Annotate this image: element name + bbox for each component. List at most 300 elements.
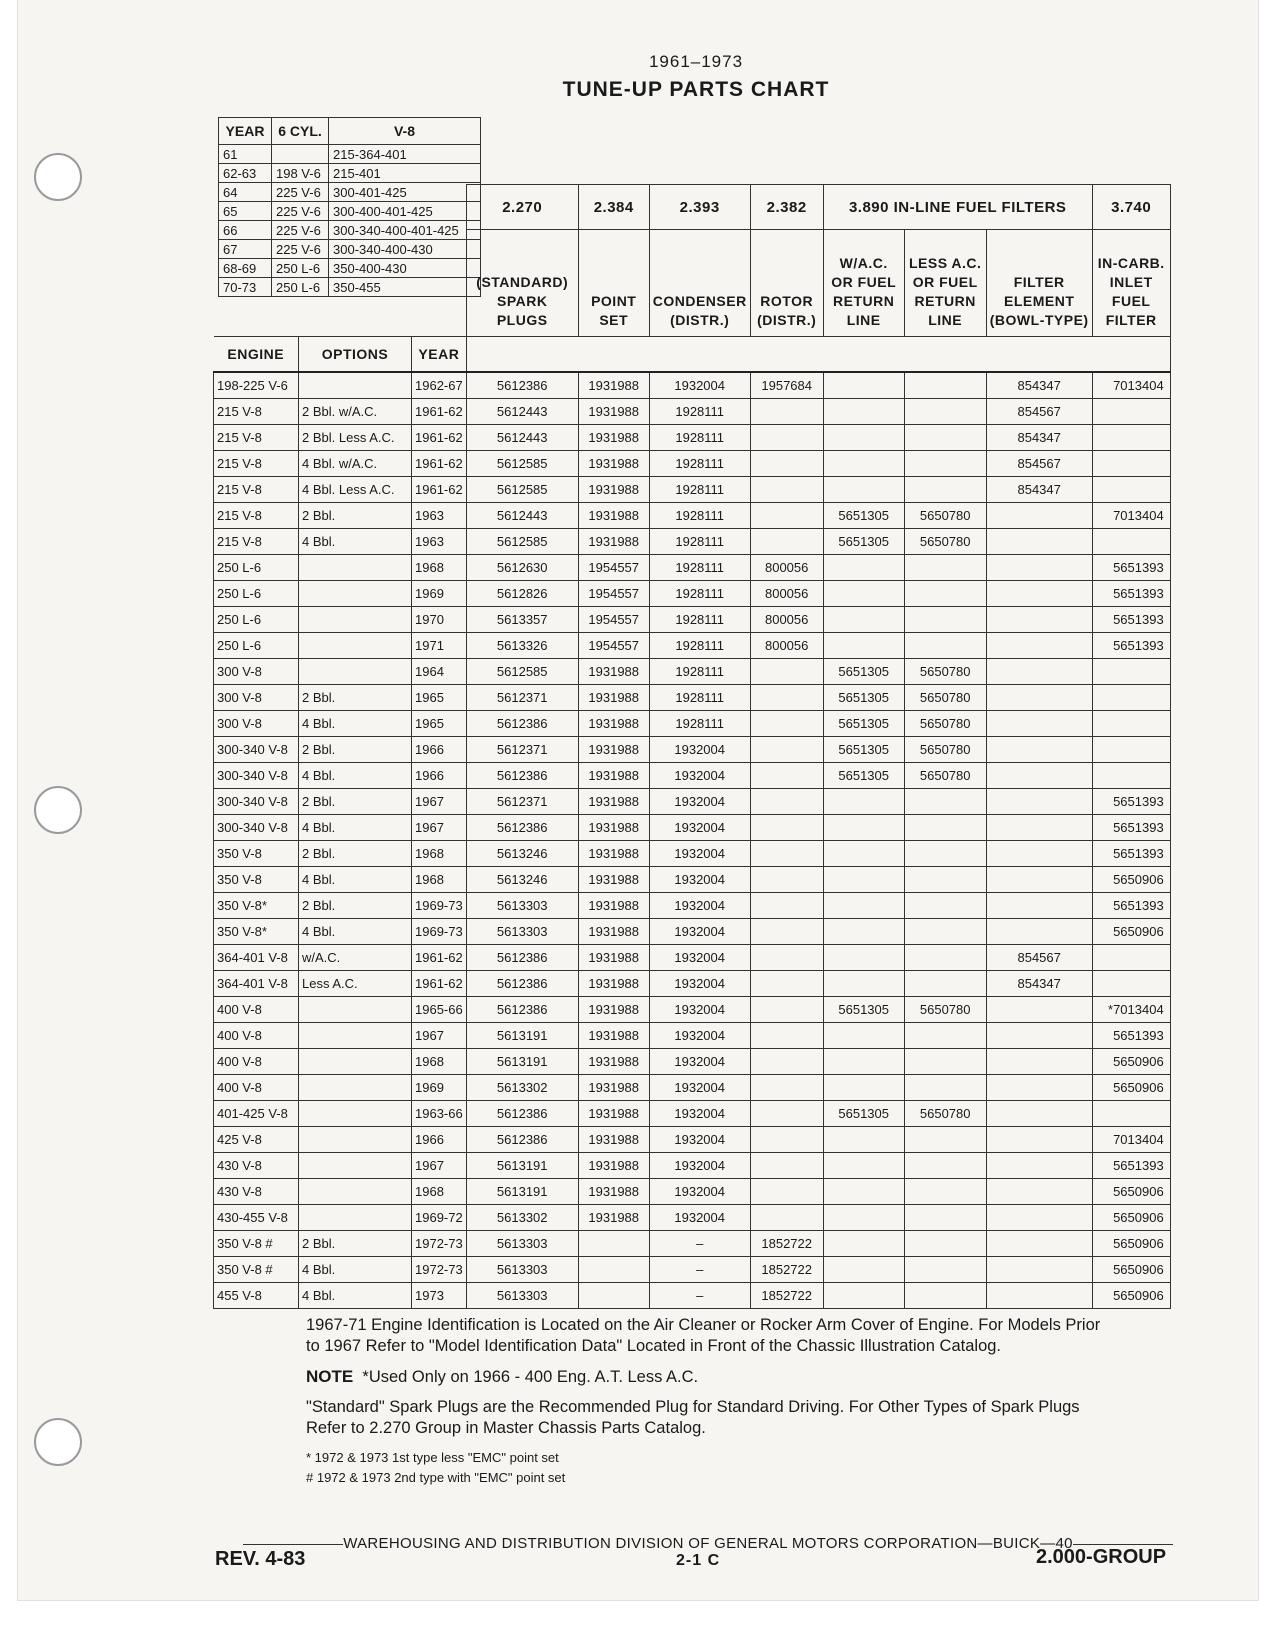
- cell-filter-wac: 5651305: [823, 659, 904, 685]
- tune-up-parts-table: [213, 184, 1171, 1309]
- cell-engine: 215 V-8: [214, 529, 299, 555]
- cell-options: [299, 1153, 412, 1179]
- cell-spark-plug: 5612630: [466, 555, 578, 581]
- cell-year: 1969: [412, 581, 467, 607]
- revision-label: REV. 4-83: [215, 1548, 306, 1570]
- cell-filter-element: [986, 737, 1092, 763]
- cell-engine: 215 V-8: [214, 503, 299, 529]
- cell-filter-less-ac: [904, 867, 986, 893]
- cell-point-set: 1931988: [578, 919, 649, 945]
- legend-6cyl: 225 V-6: [272, 240, 329, 259]
- cell-point-set: 1931988: [578, 1127, 649, 1153]
- cell-year: 1966: [412, 1127, 467, 1153]
- legend-header-6cyl: 6 CYL.: [272, 118, 329, 145]
- cell-spark-plug: 5612826: [466, 581, 578, 607]
- cell-condenser: 1932004: [649, 737, 750, 763]
- cell-engine: 350 V-8*: [214, 893, 299, 919]
- cell-year: 1963: [412, 529, 467, 555]
- cell-engine: 215 V-8: [214, 425, 299, 451]
- cell-condenser: 1932004: [649, 789, 750, 815]
- cell-year: 1973: [412, 1283, 467, 1309]
- cell-options: 2 Bbl.: [299, 1231, 412, 1257]
- legend-year: 68-69: [219, 259, 272, 278]
- cell-year: 1961-62: [412, 945, 467, 971]
- cell-filter-less-ac: 5650780: [904, 659, 986, 685]
- cell-carb-filter: 7013404: [1092, 1127, 1170, 1153]
- cell-options: [299, 1075, 412, 1101]
- cell-spark-plug: 5612585: [466, 477, 578, 503]
- legend-year: 67: [219, 240, 272, 259]
- cell-rotor: [750, 1075, 823, 1101]
- cell-condenser: 1932004: [649, 1205, 750, 1231]
- legend-year: 66: [219, 221, 272, 240]
- legend-v8: 300-340-400-401-425: [329, 221, 481, 240]
- cell-options: 2 Bbl.: [299, 685, 412, 711]
- cell-point-set: 1931988: [578, 1101, 649, 1127]
- cell-point-set: 1931988: [578, 789, 649, 815]
- cell-condenser: 1928111: [649, 685, 750, 711]
- header-engine: ENGINE: [214, 337, 299, 373]
- cell-condenser: 1928111: [649, 529, 750, 555]
- cell-filter-less-ac: [904, 1127, 986, 1153]
- cell-point-set: 1931988: [578, 711, 649, 737]
- cell-year: 1967: [412, 1023, 467, 1049]
- legend-year: 65: [219, 202, 272, 221]
- cell-point-set: 1931988: [578, 1023, 649, 1049]
- cell-filter-element: [986, 1023, 1092, 1049]
- cell-filter-less-ac: 5650780: [904, 763, 986, 789]
- cell-point-set: 1931988: [578, 737, 649, 763]
- table-row: [214, 893, 1171, 919]
- cell-filter-less-ac: 5650780: [904, 737, 986, 763]
- cell-year: 1969: [412, 1075, 467, 1101]
- cell-condenser: 1932004: [649, 1075, 750, 1101]
- binder-hole: [34, 153, 82, 201]
- cell-filter-wac: 5651305: [823, 1101, 904, 1127]
- legend-header-year: YEAR: [219, 118, 272, 145]
- cell-filter-element: [986, 789, 1092, 815]
- cell-filter-element: [986, 1231, 1092, 1257]
- cell-filter-less-ac: [904, 607, 986, 633]
- cell-filter-element: [986, 659, 1092, 685]
- cell-year: 1966: [412, 737, 467, 763]
- cell-engine: 250 L-6: [214, 581, 299, 607]
- cell-spark-plug: 5612585: [466, 659, 578, 685]
- cell-carb-filter: [1092, 711, 1170, 737]
- cell-options: [299, 1179, 412, 1205]
- legend-6cyl: 198 V-6: [272, 164, 329, 183]
- cell-spark-plug: 5613303: [466, 919, 578, 945]
- cell-engine: 350 V-8 #: [214, 1257, 299, 1283]
- cell-engine: 430-455 V-8: [214, 1205, 299, 1231]
- cell-filter-element: [986, 685, 1092, 711]
- table-row: [214, 607, 1171, 633]
- cell-rotor: [750, 529, 823, 555]
- cell-engine: 400 V-8: [214, 1075, 299, 1101]
- cell-rotor: [750, 789, 823, 815]
- cell-options: 2 Bbl.: [299, 503, 412, 529]
- cell-carb-filter: [1092, 529, 1170, 555]
- cell-spark-plug: 5613246: [466, 841, 578, 867]
- cell-carb-filter: 7013404: [1092, 372, 1170, 399]
- table-row: [214, 1257, 1171, 1283]
- cell-filter-wac: 5651305: [823, 763, 904, 789]
- cell-filter-element: 854347: [986, 477, 1092, 503]
- group-condenser: 2.393: [649, 185, 750, 230]
- cell-filter-less-ac: [904, 1049, 986, 1075]
- cell-filter-less-ac: [904, 425, 986, 451]
- cell-rotor: 800056: [750, 581, 823, 607]
- footnote-star: * 1972 & 1973 1st type less "EMC" point set: [306, 1450, 559, 1465]
- cell-spark-plug: 5612443: [466, 503, 578, 529]
- header-point-set: POINT SET: [578, 230, 649, 337]
- cell-rotor: 1957684: [750, 372, 823, 399]
- table-row: [214, 1023, 1171, 1049]
- cell-options: [299, 1049, 412, 1075]
- table-row: [214, 763, 1171, 789]
- page-number: 2-1 C: [676, 1552, 721, 1569]
- cell-options: 2 Bbl.: [299, 841, 412, 867]
- header-rotor: ROTOR (DISTR.): [750, 230, 823, 337]
- cell-year: 1969-73: [412, 893, 467, 919]
- cell-filter-wac: [823, 1179, 904, 1205]
- cell-year: 1961-62: [412, 399, 467, 425]
- cell-spark-plug: 5612386: [466, 711, 578, 737]
- binder-hole: [34, 786, 82, 834]
- cell-filter-element: [986, 867, 1092, 893]
- cell-filter-wac: [823, 1153, 904, 1179]
- cell-rotor: [750, 1153, 823, 1179]
- cell-rotor: 800056: [750, 633, 823, 659]
- cell-rotor: [750, 503, 823, 529]
- cell-filter-less-ac: [904, 1257, 986, 1283]
- cell-spark-plug: 5613326: [466, 633, 578, 659]
- cell-year: 1961-62: [412, 477, 467, 503]
- cell-rotor: [750, 1023, 823, 1049]
- cell-filter-element: [986, 1283, 1092, 1309]
- cell-options: [299, 555, 412, 581]
- header-options: OPTIONS: [299, 337, 412, 373]
- cell-filter-wac: [823, 555, 904, 581]
- cell-spark-plug: 5613191: [466, 1153, 578, 1179]
- cell-year: 1963-66: [412, 1101, 467, 1127]
- cell-spark-plug: 5612386: [466, 945, 578, 971]
- legend-6cyl: 250 L-6: [272, 278, 329, 297]
- table-row: [214, 1231, 1171, 1257]
- cell-point-set: 1931988: [578, 763, 649, 789]
- cell-options: [299, 1127, 412, 1153]
- cell-year: 1961-62: [412, 451, 467, 477]
- cell-condenser: 1932004: [649, 841, 750, 867]
- cell-condenser: 1932004: [649, 372, 750, 399]
- cell-filter-element: [986, 555, 1092, 581]
- cell-engine: 215 V-8: [214, 451, 299, 477]
- cell-condenser: –: [649, 1231, 750, 1257]
- cell-condenser: 1932004: [649, 1023, 750, 1049]
- cell-filter-wac: [823, 1075, 904, 1101]
- cell-spark-plug: 5612386: [466, 997, 578, 1023]
- cell-options: [299, 1205, 412, 1231]
- cell-condenser: 1932004: [649, 763, 750, 789]
- legend-year: 70-73: [219, 278, 272, 297]
- header-spark-plugs: (STANDARD) SPARK PLUGS: [466, 230, 578, 337]
- cell-point-set: 1954557: [578, 555, 649, 581]
- cell-point-set: 1954557: [578, 581, 649, 607]
- cell-filter-element: [986, 1075, 1092, 1101]
- group-spark-plugs: 2.270: [466, 185, 578, 230]
- cell-filter-element: [986, 919, 1092, 945]
- cell-filter-element: [986, 841, 1092, 867]
- cell-point-set: 1931988: [578, 945, 649, 971]
- cell-spark-plug: 5613303: [466, 893, 578, 919]
- table-row: [214, 581, 1171, 607]
- cell-condenser: 1928111: [649, 555, 750, 581]
- cell-filter-wac: 5651305: [823, 997, 904, 1023]
- cell-rotor: [750, 659, 823, 685]
- cell-engine: 250 L-6: [214, 607, 299, 633]
- cell-engine: 350 V-8: [214, 867, 299, 893]
- header-filter-element: FILTER ELEMENT (BOWL-TYPE): [986, 230, 1092, 337]
- cell-options: 2 Bbl.: [299, 789, 412, 815]
- cell-point-set: [578, 1231, 649, 1257]
- cell-spark-plug: 5612386: [466, 763, 578, 789]
- cell-filter-element: [986, 1257, 1092, 1283]
- cell-rotor: [750, 763, 823, 789]
- cell-year: 1972-73: [412, 1257, 467, 1283]
- binder-hole: [34, 1418, 82, 1466]
- table-row: [214, 372, 1171, 399]
- cell-carb-filter: 7013404: [1092, 503, 1170, 529]
- cell-year: 1967: [412, 789, 467, 815]
- cell-options: Less A.C.: [299, 971, 412, 997]
- cell-filter-less-ac: 5650780: [904, 685, 986, 711]
- cell-options: 4 Bbl.: [299, 867, 412, 893]
- cell-filter-less-ac: [904, 581, 986, 607]
- cell-filter-less-ac: [904, 893, 986, 919]
- cell-filter-element: [986, 1153, 1092, 1179]
- cell-carb-filter: 5650906: [1092, 919, 1170, 945]
- cell-point-set: 1931988: [578, 1179, 649, 1205]
- cell-point-set: 1931988: [578, 815, 649, 841]
- cell-engine: 250 L-6: [214, 555, 299, 581]
- cell-options: 4 Bbl.: [299, 1283, 412, 1309]
- cell-engine: 350 V-8 #: [214, 1231, 299, 1257]
- cell-rotor: [750, 685, 823, 711]
- cell-filter-wac: 5651305: [823, 737, 904, 763]
- cell-point-set: 1931988: [578, 971, 649, 997]
- cell-spark-plug: 5612371: [466, 737, 578, 763]
- cell-filter-wac: [823, 945, 904, 971]
- cell-filter-wac: [823, 893, 904, 919]
- cell-spark-plug: 5612386: [466, 1101, 578, 1127]
- cell-filter-wac: [823, 1023, 904, 1049]
- legend-v8: 300-340-400-430: [329, 240, 481, 259]
- cell-spark-plug: 5613302: [466, 1075, 578, 1101]
- cell-filter-less-ac: [904, 1179, 986, 1205]
- cell-condenser: 1932004: [649, 1179, 750, 1205]
- cell-filter-less-ac: [904, 1075, 986, 1101]
- cell-carb-filter: 5650906: [1092, 1179, 1170, 1205]
- legend-header-v8: V-8: [329, 118, 481, 145]
- cell-filter-less-ac: [904, 945, 986, 971]
- cell-point-set: 1931988: [578, 372, 649, 399]
- cell-filter-less-ac: [904, 841, 986, 867]
- cell-filter-wac: [823, 581, 904, 607]
- legend-v8: 215-401: [329, 164, 481, 183]
- cell-filter-element: [986, 711, 1092, 737]
- cell-rotor: [750, 971, 823, 997]
- cell-rotor: [750, 1179, 823, 1205]
- group-inline-fuel-filters: 3.890 IN-LINE FUEL FILTERS: [823, 185, 1092, 230]
- notes-section: [306, 1315, 1106, 1488]
- table-row: [214, 1153, 1171, 1179]
- footer-division-text: WAREHOUSING AND DISTRIBUTION DIVISION OF GENERAL MOTORS CORPORATION—BUICK—40: [343, 1535, 1073, 1552]
- legend-6cyl: 225 V-6: [272, 183, 329, 202]
- legend-v8: 215-364-401: [329, 145, 481, 164]
- cell-spark-plug: 5612386: [466, 815, 578, 841]
- cell-filter-less-ac: [904, 555, 986, 581]
- note-label: NOTE: [306, 1367, 354, 1386]
- cell-engine: 455 V-8: [214, 1283, 299, 1309]
- cell-spark-plug: 5612585: [466, 529, 578, 555]
- cell-carb-filter: [1092, 737, 1170, 763]
- cell-carb-filter: [1092, 451, 1170, 477]
- cell-filter-less-ac: 5650780: [904, 711, 986, 737]
- group-label: 2.000-GROUP: [1036, 1546, 1167, 1568]
- cell-filter-wac: [823, 1231, 904, 1257]
- cell-filter-element: [986, 763, 1092, 789]
- table-row: [214, 685, 1171, 711]
- cell-point-set: 1954557: [578, 607, 649, 633]
- cell-year: 1968: [412, 841, 467, 867]
- cell-year: 1967: [412, 1153, 467, 1179]
- cell-engine: 250 L-6: [214, 633, 299, 659]
- cell-options: 2 Bbl. Less A.C.: [299, 425, 412, 451]
- cell-condenser: 1932004: [649, 919, 750, 945]
- cell-carb-filter: 5651393: [1092, 893, 1170, 919]
- cell-engine: 350 V-8: [214, 841, 299, 867]
- cell-year: 1970: [412, 607, 467, 633]
- cell-options: [299, 1023, 412, 1049]
- legend-year: 64: [219, 183, 272, 202]
- cell-filter-wac: 5651305: [823, 685, 904, 711]
- cell-year: 1962-67: [412, 372, 467, 399]
- table-row: [214, 711, 1171, 737]
- header-wac-return: W/A.C. OR FUEL RETURN LINE: [823, 230, 904, 337]
- table-row: [214, 737, 1171, 763]
- cell-filter-less-ac: [904, 1205, 986, 1231]
- cell-point-set: 1931988: [578, 1205, 649, 1231]
- cell-filter-less-ac: [904, 971, 986, 997]
- cell-spark-plug: 5613191: [466, 1023, 578, 1049]
- cell-filter-wac: [823, 841, 904, 867]
- cell-rotor: [750, 1127, 823, 1153]
- cell-filter-wac: [823, 1257, 904, 1283]
- cell-filter-less-ac: [904, 372, 986, 399]
- cell-options: [299, 633, 412, 659]
- cell-filter-wac: [823, 1127, 904, 1153]
- page-title: TUNE-UP PARTS CHART: [562, 78, 830, 101]
- cell-rotor: [750, 945, 823, 971]
- cell-carb-filter: 5651393: [1092, 789, 1170, 815]
- cell-year: 1966: [412, 763, 467, 789]
- cell-filter-element: [986, 581, 1092, 607]
- cell-options: 4 Bbl.: [299, 919, 412, 945]
- cell-spark-plug: 5613357: [466, 607, 578, 633]
- cell-point-set: 1931988: [578, 997, 649, 1023]
- cell-condenser: 1928111: [649, 659, 750, 685]
- cell-engine: 300-340 V-8: [214, 815, 299, 841]
- group-point-set: 2.384: [578, 185, 649, 230]
- cell-options: 4 Bbl.: [299, 529, 412, 555]
- cell-filter-less-ac: 5650780: [904, 997, 986, 1023]
- cell-engine: 215 V-8: [214, 477, 299, 503]
- cell-carb-filter: 5651393: [1092, 841, 1170, 867]
- cell-engine: 400 V-8: [214, 1049, 299, 1075]
- cell-carb-filter: [1092, 399, 1170, 425]
- cell-filter-element: [986, 893, 1092, 919]
- cell-filter-less-ac: 5650780: [904, 529, 986, 555]
- cell-filter-less-ac: 5650780: [904, 503, 986, 529]
- cell-rotor: 1852722: [750, 1283, 823, 1309]
- cell-year: 1969-73: [412, 919, 467, 945]
- table-row: [214, 529, 1171, 555]
- cell-options: 4 Bbl.: [299, 711, 412, 737]
- cell-condenser: 1928111: [649, 633, 750, 659]
- cell-carb-filter: 5651393: [1092, 1153, 1170, 1179]
- header-year: YEAR: [412, 337, 467, 373]
- cell-engine: 300 V-8: [214, 685, 299, 711]
- cell-filter-wac: 5651305: [823, 503, 904, 529]
- table-row: [214, 841, 1171, 867]
- cell-point-set: 1931988: [578, 841, 649, 867]
- cell-options: 2 Bbl. w/A.C.: [299, 399, 412, 425]
- cell-rotor: [750, 893, 823, 919]
- cell-rotor: 1852722: [750, 1231, 823, 1257]
- cell-carb-filter: 5650906: [1092, 1205, 1170, 1231]
- cell-rotor: [750, 919, 823, 945]
- cell-filter-element: 854567: [986, 399, 1092, 425]
- legend-6cyl: 250 L-6: [272, 259, 329, 278]
- table-row: [214, 789, 1171, 815]
- cell-filter-wac: [823, 372, 904, 399]
- cell-condenser: 1928111: [649, 503, 750, 529]
- cell-point-set: 1931988: [578, 659, 649, 685]
- cell-point-set: 1931988: [578, 399, 649, 425]
- cell-year: 1965: [412, 685, 467, 711]
- cell-carb-filter: 5650906: [1092, 1257, 1170, 1283]
- cell-carb-filter: *7013404: [1092, 997, 1170, 1023]
- cell-carb-filter: [1092, 685, 1170, 711]
- legend-v8: 300-401-425: [329, 183, 481, 202]
- cell-year: 1971: [412, 633, 467, 659]
- legend-spacer: [214, 185, 467, 337]
- cell-filter-wac: [823, 633, 904, 659]
- cell-filter-element: 854347: [986, 372, 1092, 399]
- cell-filter-less-ac: [904, 789, 986, 815]
- cell-year: 1968: [412, 1179, 467, 1205]
- legend-6cyl: 225 V-6: [272, 202, 329, 221]
- cell-filter-element: 854347: [986, 425, 1092, 451]
- cell-condenser: 1928111: [649, 581, 750, 607]
- cell-engine: 300 V-8: [214, 711, 299, 737]
- cell-spark-plug: 5612386: [466, 971, 578, 997]
- table-row: [214, 1205, 1171, 1231]
- cell-carb-filter: [1092, 425, 1170, 451]
- cell-point-set: 1931988: [578, 1049, 649, 1075]
- legend-6cyl: 225 V-6: [272, 221, 329, 240]
- cell-condenser: 1932004: [649, 1127, 750, 1153]
